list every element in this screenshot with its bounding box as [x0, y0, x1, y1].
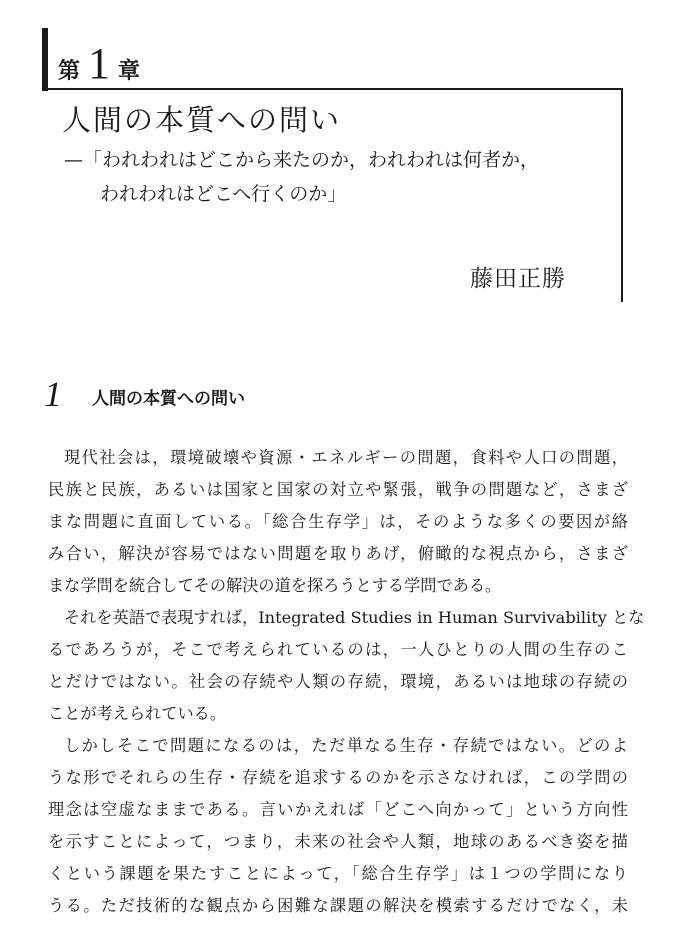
chapter-suffix: 章: [118, 59, 141, 84]
body-line: み合い，解決が容易ではない問題を取りあげ，俯瞰的な視点から，さまざ: [48, 544, 628, 563]
chapter-title: 人間の本質への問い: [62, 103, 342, 137]
body-line: まな問題に直面している。「総合生存学」は，そのような多くの要因が絡: [48, 512, 628, 531]
body-line: 民族と民族，あるいは国家と国家の対立や緊張，戦争の問題など，さまざ: [48, 480, 628, 499]
body-line: くという課題を果たすことによって，「総合生存学」は１つの学問になり: [48, 864, 628, 883]
body-line: うな形でそれらの生存・存続を追求するのかを示さなければ，この学問の: [48, 768, 628, 787]
body-line: 理念は空虚なままである。言いかえれば「どこへ向かって」という方向性: [48, 800, 628, 819]
body-line: るであろうが，そこで考えられているのは，一人ひとりの人間の生存のこ: [48, 640, 628, 659]
body-line: とだけではない。社会の存続や人類の存続，環境，あるいは地球の存続の: [48, 672, 628, 691]
chapter-marker-bar: [42, 28, 48, 91]
body-line: 現代社会は，環境破壊や資源・エネルギーの問題，食料や人口の問題，: [64, 448, 628, 467]
body-line: うる。ただ技術的な観点から困難な課題の解決を模索するだけでなく，未: [48, 896, 628, 915]
chapter-prefix: 第: [58, 59, 81, 84]
chapter-subtitle-line-1: —「われわれはどこから来たのか，われわれは何者か，: [64, 149, 540, 171]
title-frame-top-rule: [48, 88, 623, 90]
body-line: を示すことによって，つまり，未来の社会や人類，地球のあるべき姿を描: [48, 832, 628, 851]
chapter-label: [58, 39, 141, 92]
section-number: 1: [44, 374, 62, 414]
body-line: ことが考えられている。: [48, 704, 227, 723]
chapter-subtitle-line-2: われわれはどこへ行くのか」: [100, 183, 347, 205]
chapter-number: 1: [88, 39, 111, 88]
section-title: 人間の本質への問い: [92, 389, 245, 409]
body-line: まな学問を統合してその解決の道を探ろうとする学問である。: [48, 576, 502, 595]
body-line: しかしそこで問題になるのは，ただ単なる生存・存続ではない。どのよ: [64, 736, 628, 755]
title-frame-right-rule: [621, 88, 623, 302]
body-line: それを英語で表現すれば，Integrated Studies in Human Survivability とな: [64, 608, 645, 627]
author-name: 藤田正勝: [470, 266, 566, 292]
